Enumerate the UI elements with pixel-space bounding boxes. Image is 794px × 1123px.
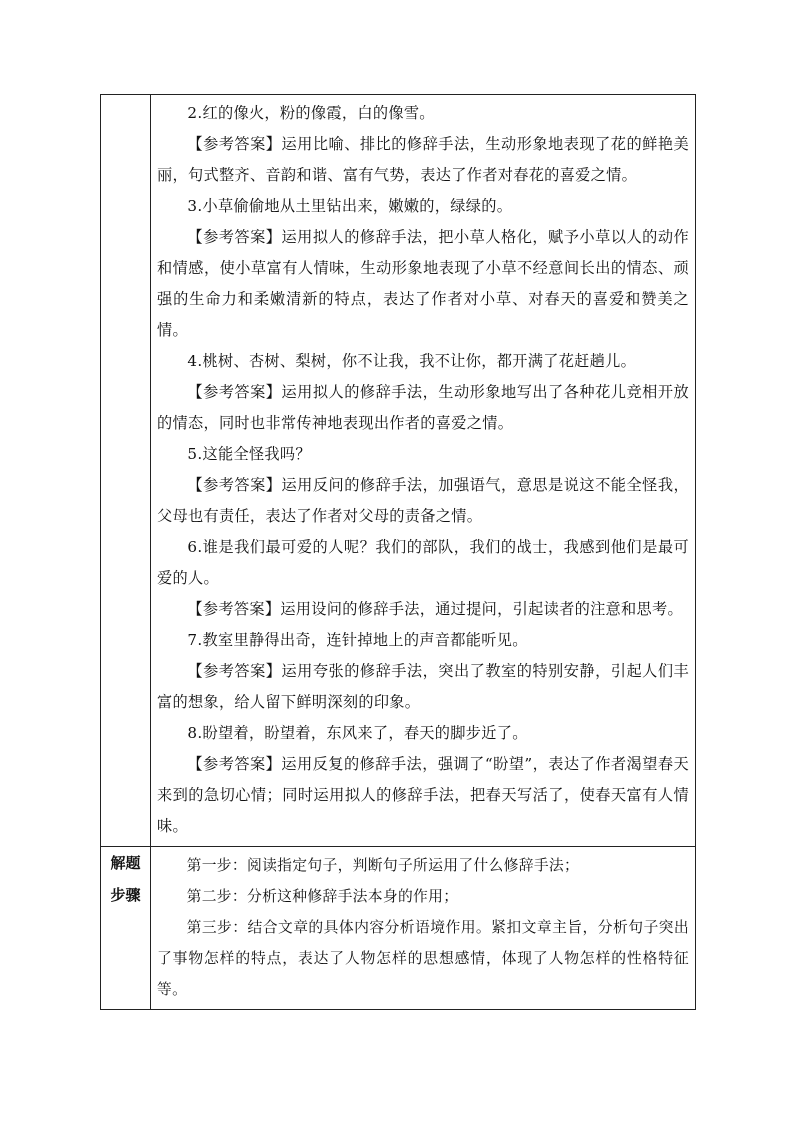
step-two: 第二步：分析这种修辞手法本身的作用； (186, 888, 459, 905)
reference-answer: 【参考答案】运用反问的修辞手法，加强语气，意思是说这不能全怪我，父母也有责任，表达了作者对父母的责备之情。 (157, 476, 689, 525)
reference-answer: 【参考答案】运用夸张的修辞手法，突出了教室的特别安静，引起人们丰富的想象，给人留下鲜明深刻的印象。 (157, 662, 689, 711)
step-three: 第三步：结合文章的具体内容分析语境作用。紧扣文章主旨，分析句子突出了事物怎样的特点，表达了人物怎样的思想感情，体现了人物怎样的性格特征等。 (157, 919, 689, 998)
examples-content-cell (151, 95, 696, 847)
steps-label: 解题步骤 (110, 854, 141, 904)
examples-label-cell (101, 95, 151, 847)
example-sentence: 5.这能全怪我吗？ (187, 445, 311, 463)
table-row-steps (101, 847, 696, 1010)
example-sentence: 7.教室里静得出奇，连针掉地上的声音都能听见。 (187, 631, 528, 649)
step-one: 第一步：阅读指定句子，判断句子所运用了什么修辞手法； (186, 857, 580, 874)
reference-answer: 【参考答案】运用拟人的修辞手法，把小草人格化，赋予小草以人的动作和情感，使小草富有人情味，生动形象地表现了小草不经意间长出的情态、顽强的生命力和柔嫩清新的特点，表达了作者对小草、对春天的喜爱和赞美之情。 (157, 228, 689, 339)
example-sentence: 3.小草偷偷地从土里钻出来，嫩嫩的，绿绿的。 (187, 197, 513, 215)
example-sentence: 8.盼望着，盼望着，东风来了，春天的脚步近了。 (187, 724, 528, 742)
example-sentence: 6.谁是我们最可爱的人呢？我们的部队，我们的战士，我感到他们是最可爱的人。 (157, 538, 689, 587)
example-sentence: 2.红的像火，粉的像霞，白的像雪。 (187, 104, 435, 122)
reference-answer: 【参考答案】运用拟人的修辞手法，生动形象地写出了各种花儿竞相开放的情态，同时也非常传神地表现出作者的喜爱之情。 (157, 383, 689, 432)
answer-table (100, 94, 696, 1010)
reference-answer: 【参考答案】运用设问的修辞手法，通过提问，引起读者的注意和思考。 (187, 600, 683, 618)
table-row-examples (101, 95, 696, 847)
steps-content-cell (151, 847, 696, 1010)
steps-label-cell (101, 847, 151, 1010)
reference-answer: 【参考答案】运用比喻、排比的修辞手法，生动形象地表现了花的鲜艳美丽，句式整齐、音韵和谐、富有气势，表达了作者对春花的喜爱之情。 (157, 135, 689, 184)
reference-answer: 【参考答案】运用反复的修辞手法，强调了“盼望”，表达了作者渴望春天来到的急切心情；同时运用拟人的修辞手法，把春天写活了，使春天富有人情味。 (157, 755, 689, 835)
example-sentence: 4.桃树、杏树、梨树，你不让我，我不让你，都开满了花赶趟儿。 (187, 352, 637, 370)
